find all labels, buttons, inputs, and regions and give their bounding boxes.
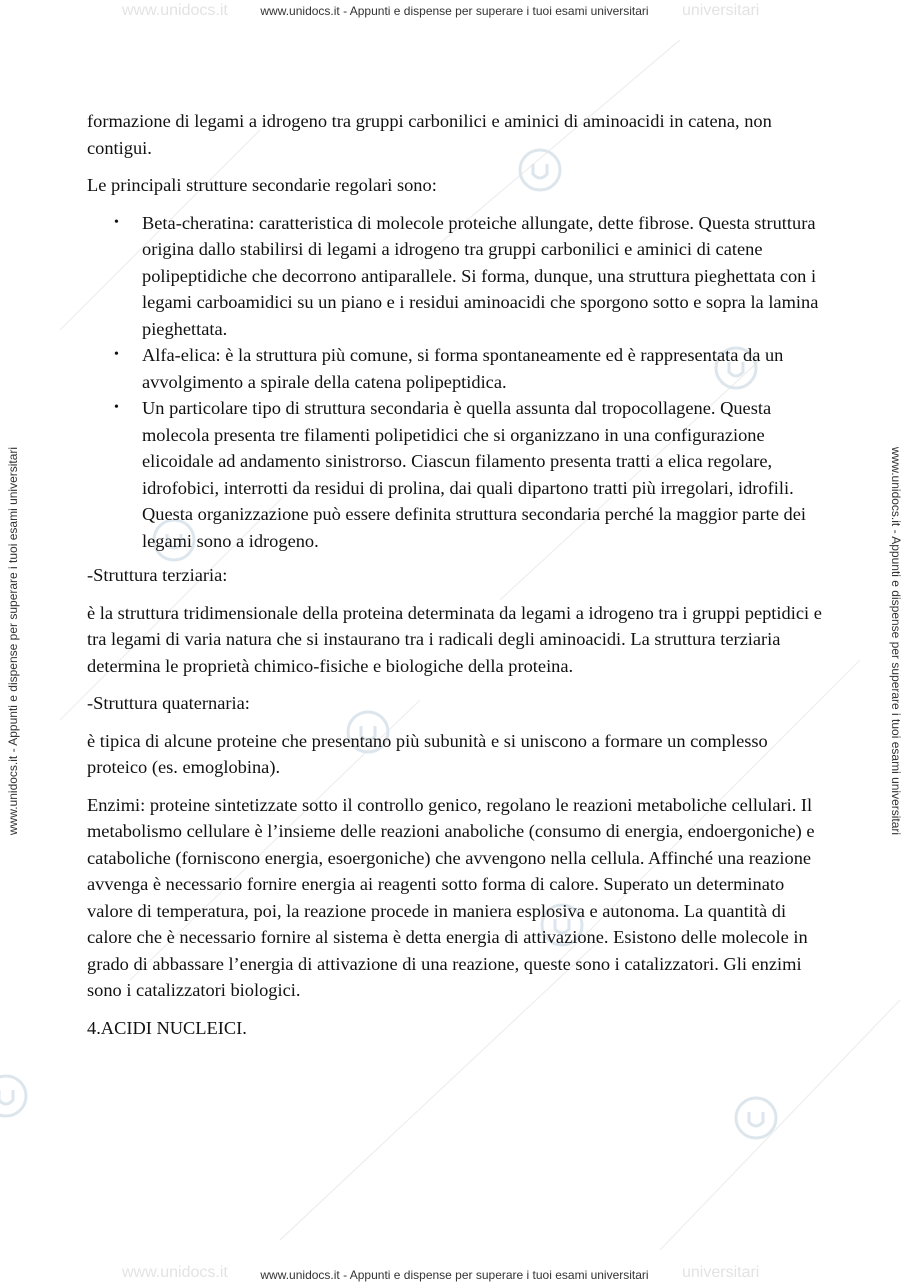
unidocs-logo-icon — [736, 1098, 776, 1138]
quaternary-structure-paragraph: è tipica di alcune proteine che presentano più subunità e si uniscono a formare un complesso proteico (es. emoglobina). — [87, 730, 768, 777]
section-heading: 4.ACIDI NUCLEICI. — [87, 1017, 247, 1038]
quaternary-structure-heading: -Struttura quaternaria: — [87, 693, 250, 713]
tertiary-structure-paragraph: è la struttura tridimensionale della proteina determinata da legami a idrogeno tra i gruppi peptidici e tra legami di varia natura che si instaurano tra i radicali degli aminoacidi. La struttura terziaria determina le proprietà chimico-fisiche e biologiche della proteina. — [87, 602, 822, 676]
watermark-ghost-text: universitari — [682, 2, 760, 19]
watermark-ghost-text: www.unidocs.it — [122, 2, 228, 19]
secondary-structures-list — [87, 210, 827, 555]
document-body — [87, 108, 827, 1052]
bullet-icon: • — [114, 400, 119, 415]
secondary-structures-heading: Le principali strutture secondarie regolari sono: — [87, 175, 437, 195]
bullet-icon: • — [114, 347, 119, 362]
list-item-text: Alfa-elica: è la struttura più comune, si forma spontaneamente ed è rappresentata da un avvolgimento a spirale della catena polipeptidica. — [142, 345, 784, 392]
list-item-text: Un particolare tipo di struttura secondaria è quella assunta dal tropocollagene. Questa molecola presenta tre filamenti polipetidici che si organizzano in una configurazione elicoidale ad andamento sinistrorso. Ciascun filamento presenta tratti a elica regolare, idrofobici, interrotti da residui di prolina, dai quali dipartono tratti più irregolari, idrofili. Questa organizzazione può essere definita struttura secondaria perché la maggior parte dei legami sono a idrogeno. — [142, 398, 806, 551]
list-item — [114, 395, 827, 554]
footer-watermark: www.unidocs.it - Appunti e dispense per superare i tuoi esami universitari — [260, 1268, 649, 1282]
list-item — [114, 342, 827, 395]
intro-paragraph: formazione di legami a idrogeno tra gruppi carbonilici e aminici di aminoacidi in catena, non contigui. — [87, 111, 772, 158]
left-side-watermark: www.unidocs.it - Appunti e dispense per superare i tuoi esami universitari — [6, 446, 20, 836]
list-item-text: Beta-cheratina: caratteristica di molecole proteiche allungate, dette fibrose. Questa struttura origina dallo stabilirsi di legami a idrogeno tra gruppi carbonilici e aminici di catene polipeptidiche che decorrono antiparallele. Si forma, dunque, una struttura pieghettata con i legami carboamidici su un piano e i residui aminoacidi che sporgono sotto e sopra la lamina pieghettata. — [142, 212, 819, 339]
enzymes-paragraph: Enzimi: proteine sintetizzate sotto il controllo genico, regolano le reazioni metaboliche cellulari. Il metabolismo cellulare è l’insieme delle reazioni anaboliche (consumo di energia, endoergoniche) e cataboliche (forniscono energia, esoergoniche) che avvengono nella cellula. Affinché una reazione avvenga è necessario fornire energia ai reagenti sotto forma di calore. Superato un determinato valore di temperatura, poi, la reazione procede in maniera esplosiva e autonoma. La quantità di calore che è necessario fornire al sistema è detta energia di attivazione. Esistono delle molecole in grado di abbassare l’energia di attivazione di una reazione, queste sono i catalizzatori. Gli enzimi sono i catalizzatori biologici. — [87, 794, 815, 1000]
bullet-icon: • — [114, 214, 119, 230]
tertiary-structure-heading: -Struttura terziaria: — [87, 565, 228, 585]
watermark-ghost-text: universitari — [682, 1264, 760, 1281]
right-side-watermark: www.unidocs.it - Appunti e dispense per superare i tuoi esami universitari — [889, 446, 903, 836]
unidocs-logo-icon — [0, 1076, 26, 1116]
list-item — [114, 210, 827, 343]
header-watermark: www.unidocs.it - Appunti e dispense per superare i tuoi esami universitari — [260, 4, 649, 18]
watermark-ghost-text: www.unidocs.it — [122, 1264, 228, 1281]
